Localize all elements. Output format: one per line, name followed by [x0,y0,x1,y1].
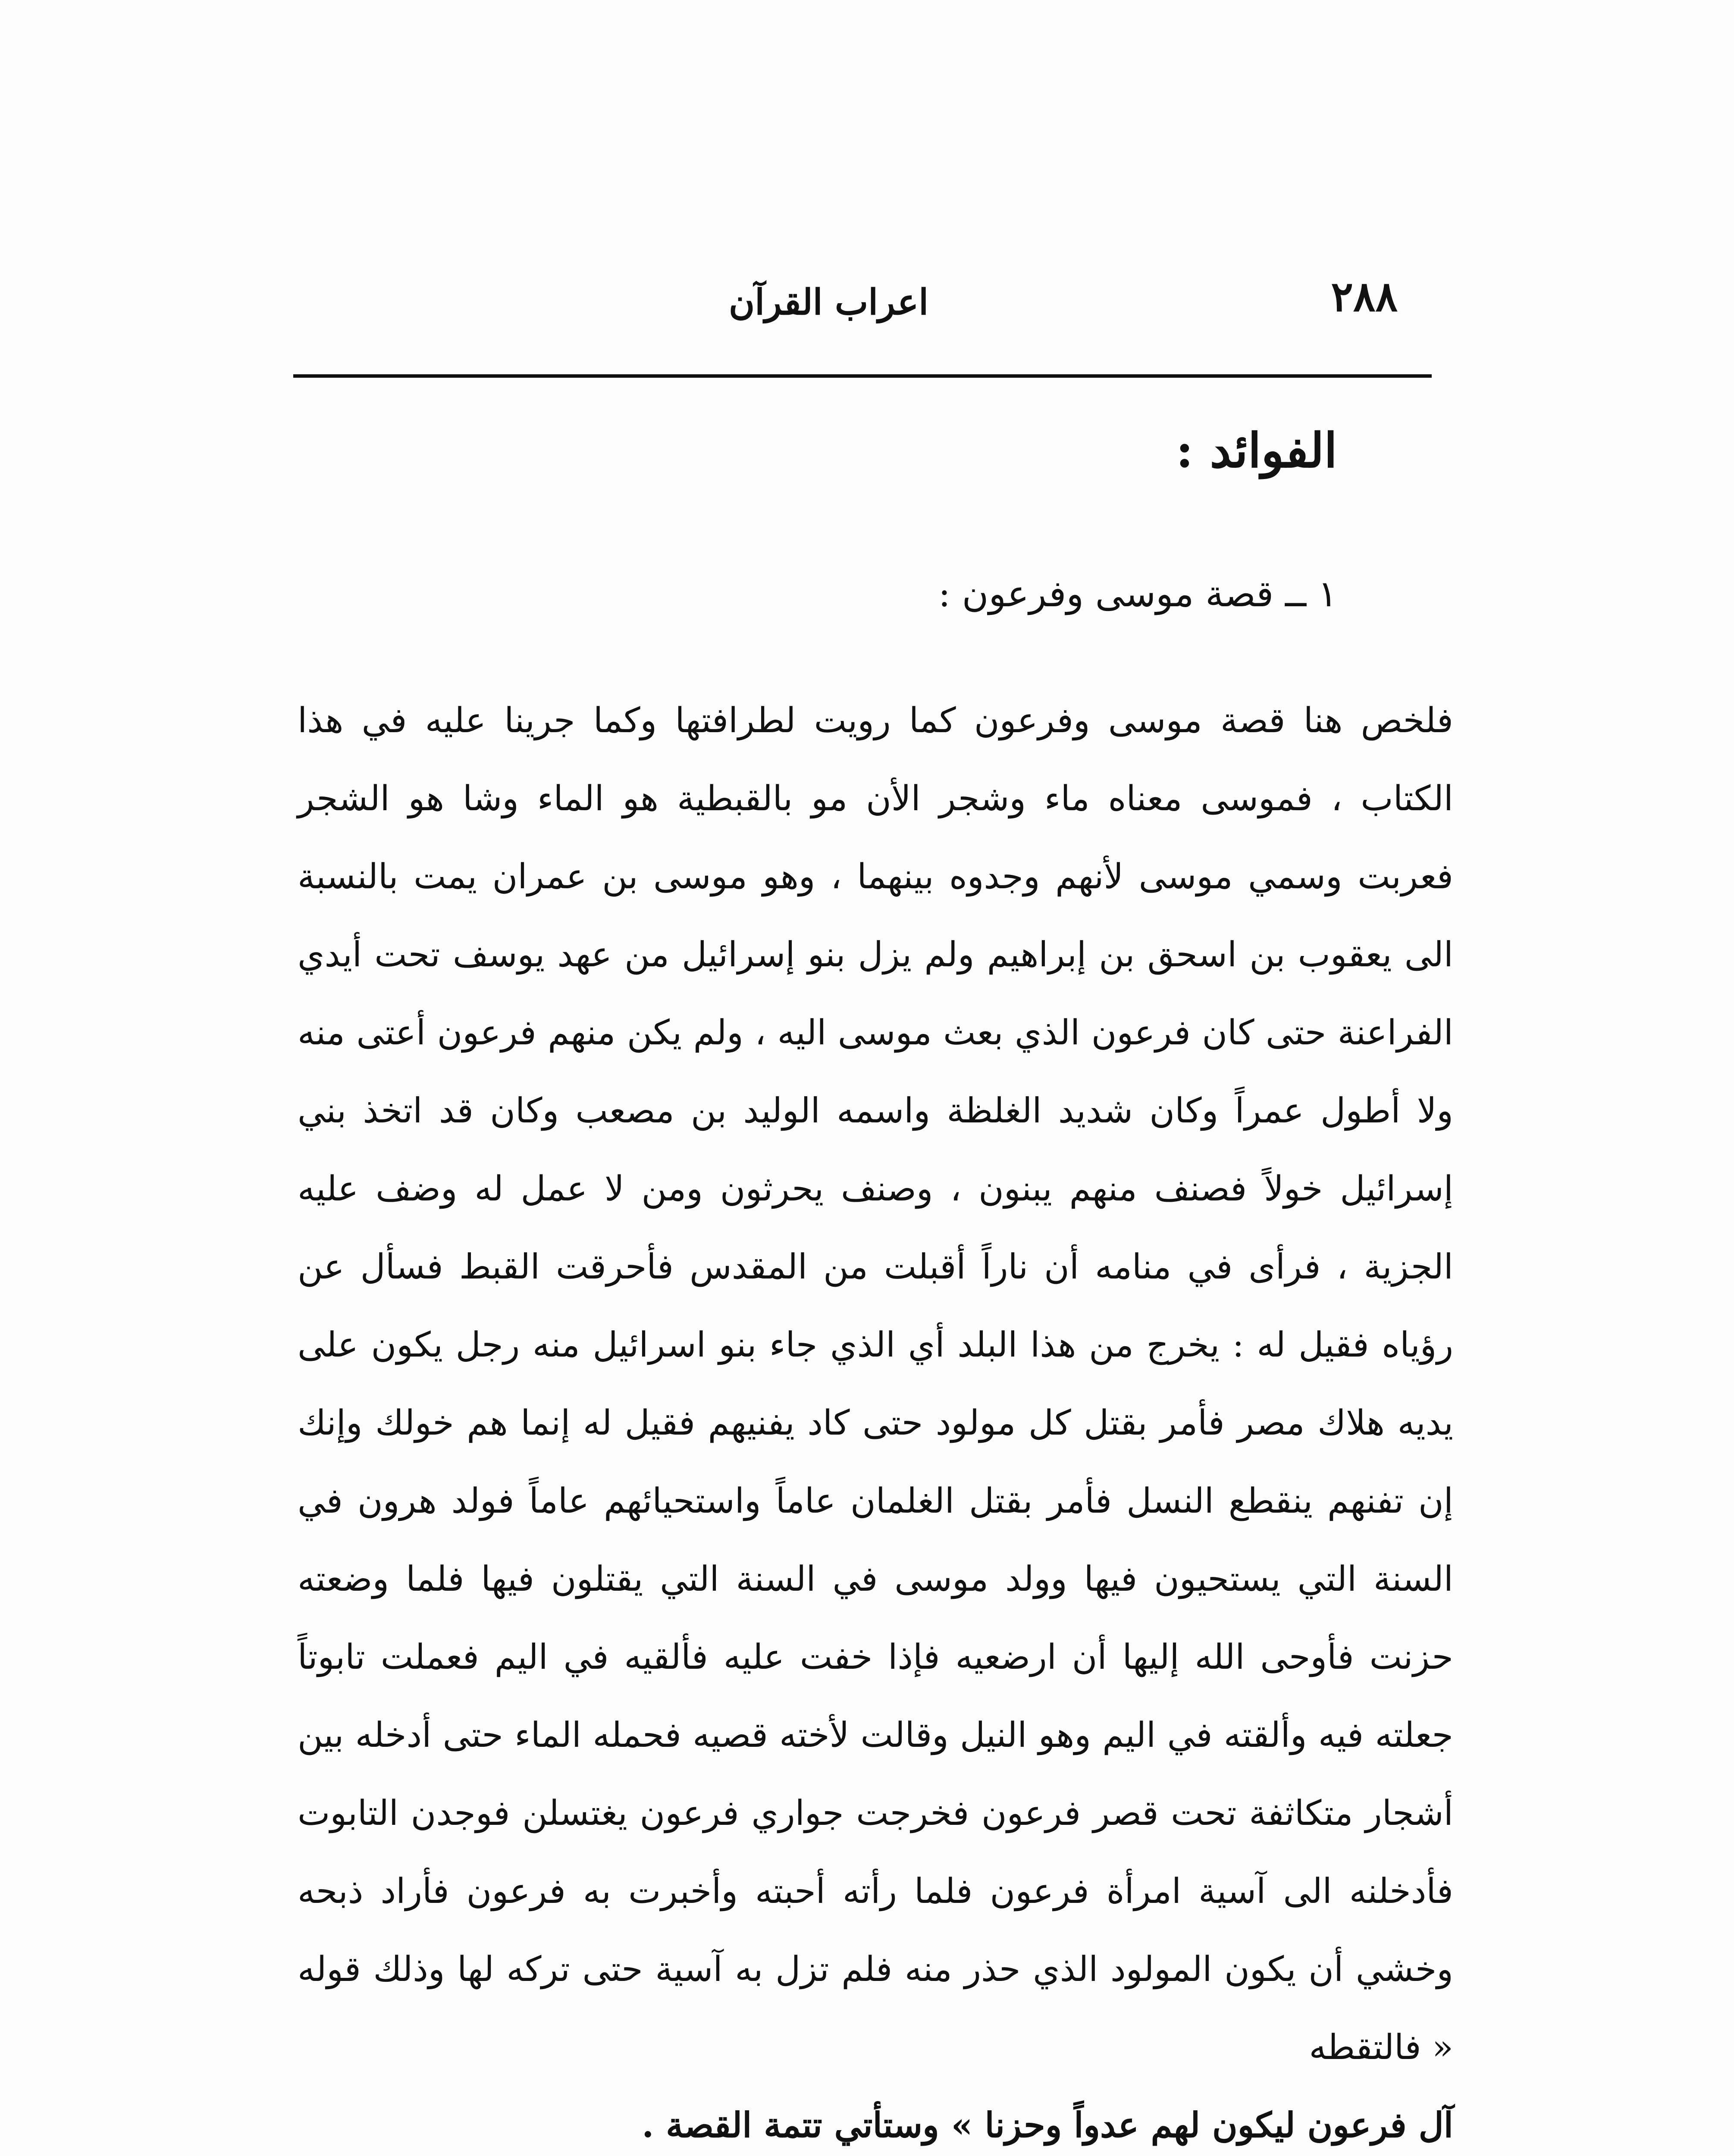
body-paragraph: فلخص هنا قصة موسى وفرعون كما رويت لطرافتها وكما جرينا عليه في هذا الكتاب ، فموسى معناه ماء وشجر الأن مو بالقبطية هو الماء وشا هو الشجر فعربت وسمي موسى لأنهم وجدوه بينهما ، وهو موسى بن عمران يمت بالنسبة الى يعقوب بن اسحق بن إبراهيم ولم يزل بنو إسرائيل من عهد يوسف تحت أيدي الفراعنة حتى كان فرعون الذي بعث موسى اليه ، ولم يكن منهم فرعون أعتى منه ولا أطول عمراً وكان شديد الغلظة واسمه الوليد بن مصعب وكان قد اتخذ بني إسرائيل خولاً فصنف منهم يبنون ، وصنف يحرثون ومن لا عمل له وضف عليه الجزية ، فرأى في منامه أن ناراً أقبلت من المقدس فأحرقت القبط فسأل عن رؤياه فقيل له : يخرج من هذا البلد أي الذي جاء بنو اسرائيل منه رجل يكون على يديه هلاك مصر فأمر بقتل كل مولود حتى كاد يفنيهم فقيل له إنما هم خولك وإنك إن تفنهم ينقطع النسل فأمر بقتل الغلمان عاماً واستحيائهم عاماً فولد هرون في السنة التي يستحيون فيها وولد موسى في السنة التي يقتلون فيها فلما وضعته حزنت فأوحى الله إليها أن ارضعيه فإذا خفت عليه فألقيه في اليم فعملت تابوتاً جعلته فيه وألقته في اليم وهو النيل وقالت لأخته قصيه فحمله الماء حتى أدخله بين أشجار متكاثفة تحت قصر فرعون فخرجت جواري فرعون يغتسلن فوجدن التابوت فأدخلنه الى آسية امرأة فرعون فلما رأته أحبته وأخبرت به فرعون فأراد ذبحه وخشي أن يكون المولود الذي حذر منه فلم تزل به آسية حتى تركه لها وذلك قوله « فالتقطه [298,700,1453,2067]
section-heading: الفوائد : [1176,423,1337,478]
header-divider [293,374,1432,378]
closing-line: آل فرعون ليكون لهم عدواً وحزنا » وستأتي تتمة القصة . [642,2105,1453,2145]
story-subheading: ١ ــ قصة موسى وفرعون : [938,573,1337,615]
body-text [298,681,1453,2156]
page-number: ٢٨٨ [1331,272,1398,321]
running-title: اعراب القرآن [729,282,928,323]
